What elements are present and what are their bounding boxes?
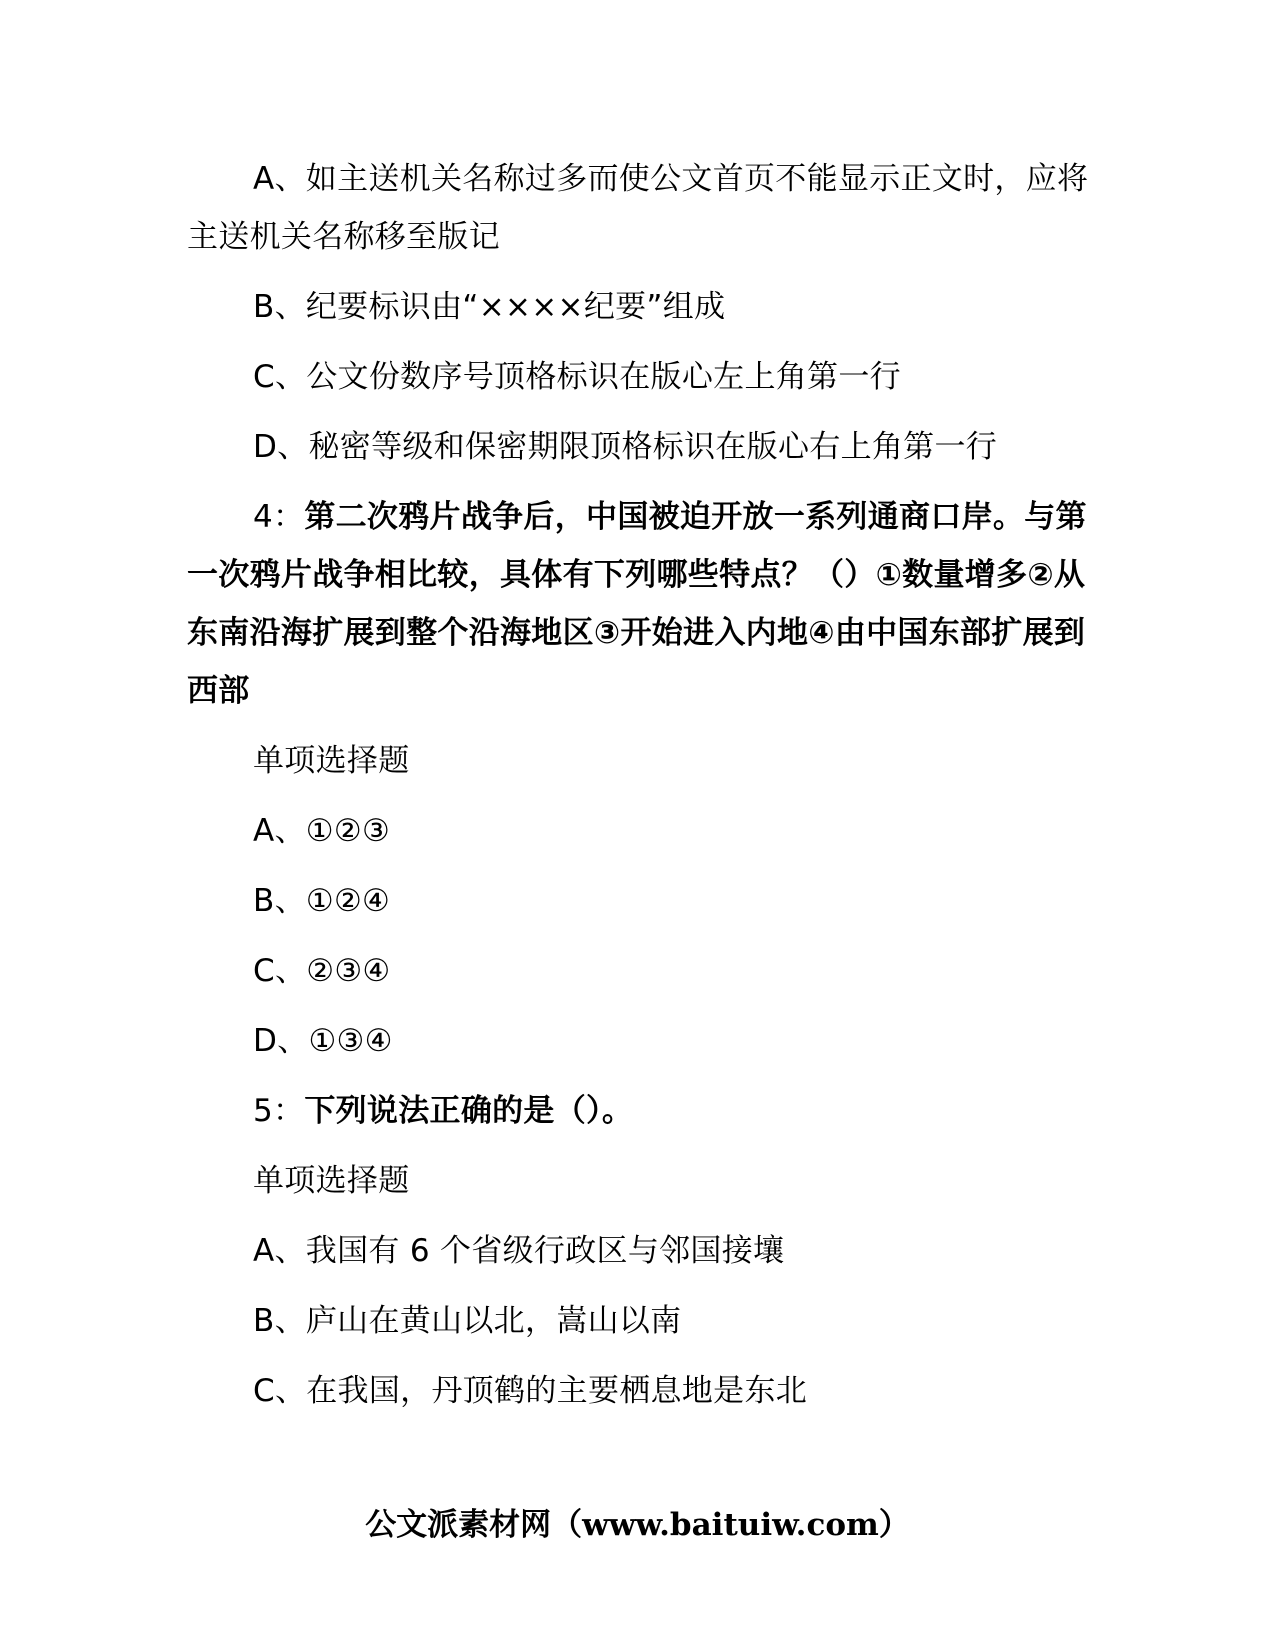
q3-option-d: D、秘密等级和保密期限顶格标识在版心右上角第一行 [253, 429, 998, 465]
q4-option-c: C、②③④ [253, 953, 391, 989]
question-4-number: 4： [253, 499, 305, 535]
question-5-text: 下列说法正确的是（）。 [304, 1093, 634, 1129]
question-5-type: 单项选择题 [253, 1163, 410, 1199]
q3-option-b: B、纪要标识由“××××纪要”组成 [253, 289, 726, 325]
question-4 [187, 488, 1092, 720]
question-5 [187, 1082, 1092, 1140]
q4-option-b: B、①②④ [253, 883, 391, 919]
q5-option-b: B、庐山在黄山以北，嵩山以南 [253, 1303, 682, 1339]
question-4-type: 单项选择题 [253, 743, 410, 779]
q4-option-d: D、①③④ [253, 1023, 393, 1059]
q4-option-a: A、①②③ [253, 813, 391, 849]
question-4-text: 第二次鸦片战争后，中国被迫开放一系列通商口岸。与第一次鸦片战争相比较，具体有下列哪些特点？（）①数量增多②从东南沿海扩展到整个沿海地区③开始进入内地④由中国东部扩展到西部 [187, 499, 1087, 709]
page-footer: 公文派素材网（www.baituiw.com） [365, 1507, 910, 1543]
q5-option-c: C、在我国，丹顶鹤的主要栖息地是东北 [253, 1373, 808, 1409]
q3-option-c: C、公文份数序号顶格标识在版心左上角第一行 [253, 359, 901, 395]
document-body [187, 150, 1092, 1432]
question-5-number: 5： [253, 1093, 305, 1129]
q3-option-a: A、如主送机关名称过多而使公文首页不能显示正文时，应将主送机关名称移至版记 [187, 161, 1089, 255]
q5-option-a: A、我国有 6 个省级行政区与邻国接壤 [253, 1233, 785, 1269]
